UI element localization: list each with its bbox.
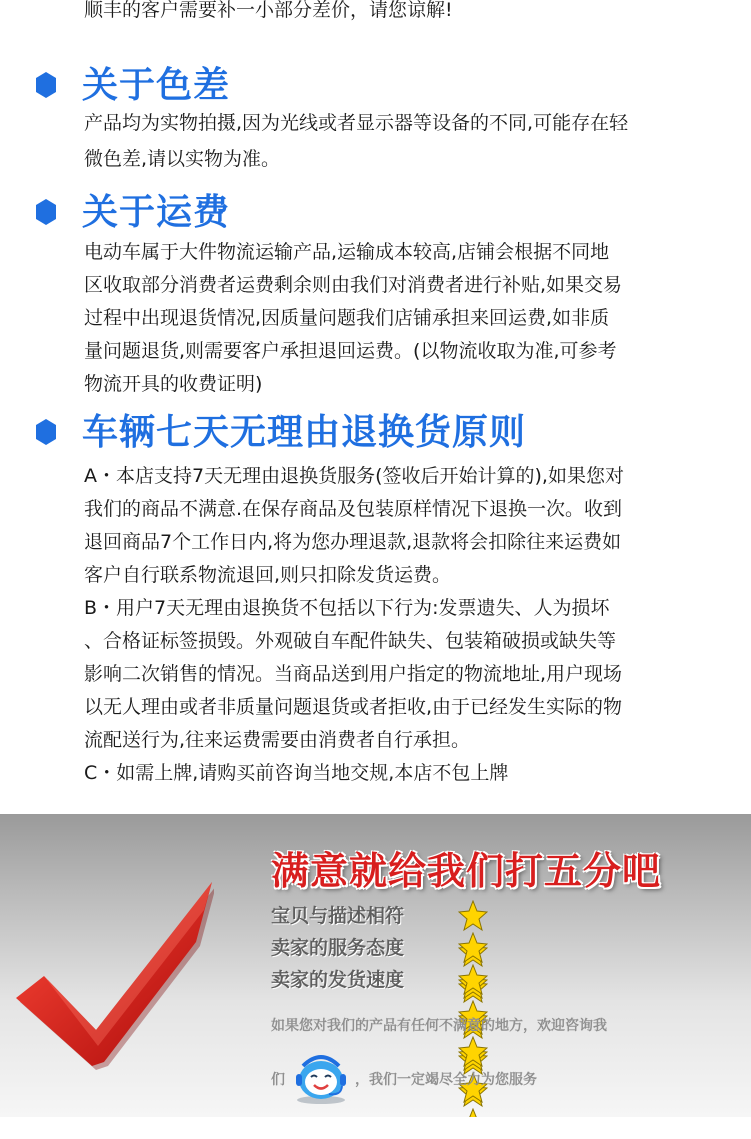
text-line: B・用户7天无理由退换货不包括以下行为:发票遗失、人为损坏	[84, 597, 610, 619]
intro-line: 顺丰的客户需要补一小部分差价，请您谅解!	[84, 0, 453, 21]
text-line: 微色差,请以实物为准。	[84, 148, 281, 170]
text-line: 以无人理由或者非质量问题退货或者拒收,由于已经发生实际的物	[84, 696, 623, 718]
text-line: C・如需上牌,请购买前咨询当地交规,本店不包上牌	[84, 762, 509, 784]
rating-banner	[0, 814, 751, 1117]
text-line: 、合格证标签损毁。外观破自车配件缺失、包装箱破损或缺失等	[84, 630, 617, 652]
star-icon[interactable]	[458, 932, 488, 964]
text-line: 量问题退货,则需要客户承担退回运费。(以物流收取为准,可参考	[84, 340, 617, 362]
rating-label: 卖家的服务态度	[271, 937, 405, 959]
feedback-note: 如果您对我们的产品有任何不满意的地方，欢迎咨询我	[271, 1018, 607, 1034]
service-suffix: ，我们一定竭尽全力为您服务	[355, 1072, 537, 1088]
section-title: 关于色差	[82, 65, 231, 106]
rating-label: 卖家的发货速度	[271, 969, 405, 991]
text-line: 客户自行联系物流退回,则只扣除发货运费。	[84, 564, 452, 586]
text-line: 过程中出现退货情况,因质量问题我们店铺承担来回运费,如非质	[84, 307, 610, 329]
section-title: 关于运费	[82, 192, 231, 233]
star-icon[interactable]	[458, 1036, 488, 1068]
check-mark-icon	[14, 880, 214, 1074]
text-line: 退回商品7个工作日内,将为您办理退款,退款将会扣除往来运费如	[84, 531, 622, 553]
text-line: A・本店支持7天无理由退换货服务(签收后开始计算的),如果您对	[84, 465, 624, 487]
text-line: 我们的商品不满意.在保存商品及包装原样情况下退换一次。收到	[84, 498, 623, 520]
text-line: 产品均为实物拍摄,因为光线或者显示器等设备的不同,可能存在轻	[84, 112, 629, 134]
section-body-shipping	[84, 236, 714, 401]
section-body-color-difference	[84, 105, 714, 177]
text-line: 物流开具的收费证明)	[84, 373, 263, 395]
star-icon[interactable]	[458, 900, 488, 932]
customer-service-mascot-icon[interactable]	[289, 1050, 353, 1110]
text-line: 电动车属于大件物流运输产品,运输成本较高,店铺会根据不同地	[84, 241, 610, 263]
star-icon[interactable]	[458, 964, 488, 996]
rating-label: 宝贝与描述相符	[271, 905, 405, 927]
text-line: 流配送行为,往来运费需要由消费者自行承担。	[84, 729, 471, 751]
text-line: 区收取部分消费者运费剩余则由我们对消费者进行补贴,如果交易	[84, 274, 623, 296]
section-title: 车辆七天无理由退换货原则	[82, 412, 527, 453]
rating-banner-title: 满意就给我们打五分吧	[271, 849, 662, 893]
service-prefix: 们	[271, 1072, 285, 1088]
star-icon[interactable]	[458, 1108, 488, 1117]
text-line: 影响二次销售的情况。当商品送到用户指定的物流地址,用户现场	[84, 663, 623, 685]
section-body-return-policy	[84, 460, 714, 790]
star-rating[interactable]	[458, 964, 494, 1117]
